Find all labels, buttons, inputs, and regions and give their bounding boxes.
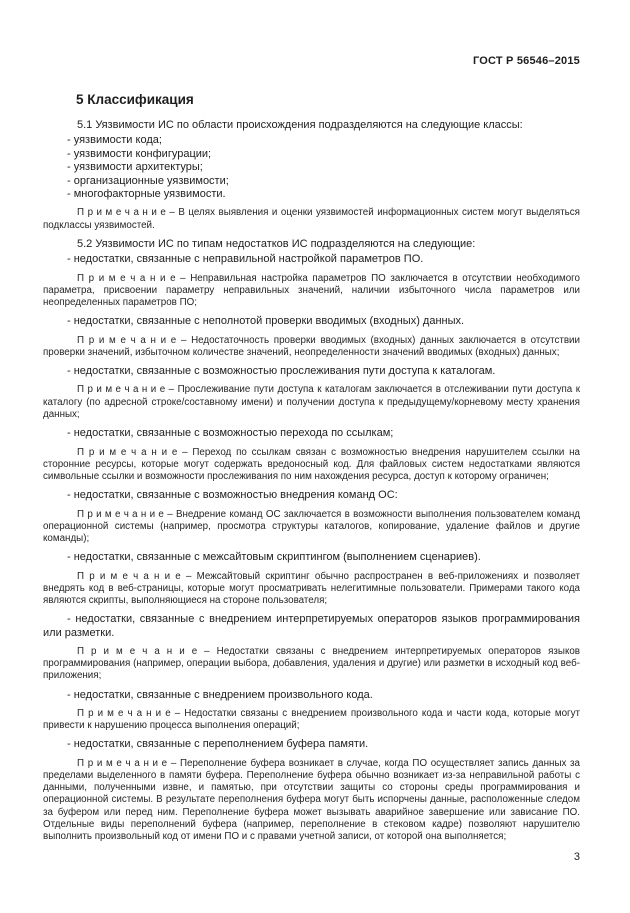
- list-item: - уязвимости конфигурации;: [67, 147, 212, 160]
- list-item: - многофакторные уязвимости.: [67, 188, 226, 201]
- page-number: 3: [573, 851, 580, 864]
- note-label: П р и м е ч а н и е: [77, 272, 176, 284]
- list-item: - недостатки, связанные с возможностью внедрения команд ОС:: [67, 489, 398, 502]
- list-item: - недостатки, связанные с переполнением буфера памяти.: [67, 738, 369, 751]
- note-text: – Недостаточность проверки вводимых (входных) данных заключается в отсутствии проверки значений, избыточном количестве значений, неопределенности значений вводимых (входных) данных;: [43, 334, 580, 358]
- paragraph-5-2: 5.2 Уязвимости ИС по типам недостатков ИС подразделяются на следующие:: [77, 237, 476, 250]
- note-text: – В целях выявления и оценки уязвимостей информационных систем могут выделяться подклассы уязвимостей.: [43, 207, 580, 231]
- list-item: - недостатки, связанные с межсайтовым скриптингом (выполнением сценариев).: [67, 551, 481, 564]
- list-item: - организационные уязвимости;: [67, 174, 229, 187]
- note-label: П р и м е ч а н и е: [77, 334, 177, 346]
- note: [43, 207, 580, 231]
- note: [43, 384, 580, 421]
- note: [43, 571, 580, 608]
- note: [43, 708, 580, 732]
- note-text: – Внедрение команд ОС заключается в возможности выполнения пользователем команд операционной системы (например, просмотра структуры каталогов, копирование, удаление файлов и другие команды);: [43, 508, 580, 544]
- list-item: - уязвимости архитектуры;: [67, 161, 203, 174]
- note-text: – Переполнение буфера возникает в случае, когда ПО осуществляет запись данных за пределами выделенного в памяти буфера. Переполнение буфера обычно возникает из-за неправильной работы с данными, полученными извне, и памятью, при отсутствии защиты со стороны среды программирования и операционной системы. В результате переполнения буфера могут быть испорчены данные, расположенные следом за буфером или перед ним. Переполнение буфера может вызывать аварийное завершение или зависание ПО. Отдельные виды переполнений буфера (например, переполнение в стековом кадре) позволяют нарушителю выполнить произвольный код от имени ПО и с правами учетной записи, от которой она выполняется;: [43, 757, 580, 842]
- section-heading: 5 Классификация: [76, 92, 194, 107]
- note: [43, 509, 580, 546]
- doc-code: ГОСТ Р 56546–2015: [472, 55, 580, 67]
- list-item: - недостатки, связанные с неправильной настройкой параметров ПО.: [67, 253, 424, 266]
- note: [43, 646, 580, 683]
- note-text: – Межсайтовый скриптинг обычно распространен в веб-приложениях и позволяет внедрять код в веб-страницы, которые могут просматривать нелегитимные пользователи. Примерами такого кода являются скрипты, выполняющиеся на стороне пользователя;: [43, 570, 581, 606]
- note-text: – Недостатки связаны с внедрением произвольного кода и части кода, которые могут привести к нарушению процесса выполнения операций;: [43, 707, 580, 732]
- note-text: – Недостатки связаны с внедрением интерпретируемых операторов языков программирования (например, операции выбора, добавления, удаления и другие) или разметки в исходный код веб-приложения;: [43, 645, 580, 682]
- list-item: - недостатки, связанные с возможностью прослеживания пути доступа к каталогам.: [67, 365, 496, 378]
- list-item: - уязвимости кода;: [67, 134, 162, 147]
- text-column: [43, 0, 580, 864]
- note: [43, 273, 580, 310]
- note: [43, 447, 580, 484]
- note-label: П р и м е ч а н и е: [77, 757, 168, 769]
- note: [43, 758, 580, 843]
- list-item: - недостатки, связанные с неполнотой проверки вводимых (входных) данных.: [67, 315, 465, 328]
- list-item: - недостатки, связанные с возможностью перехода по ссылкам;: [67, 427, 394, 440]
- note-label: П р и м е ч а н и е: [77, 645, 198, 657]
- note-label: П р и м е ч а н и е: [77, 384, 166, 396]
- note-label: П р и м е ч а н и е: [77, 707, 171, 719]
- note-text: – Переход по ссылкам связан с возможностью внедрения нарушителем ссылки на сторонние ресурсы, которые могут содержать вредоносный код. Для файловых систем недостатками являются символьные ссылки и возможности прослеживания по ним нахождения ресурса, доступ к которому ограничен;: [43, 446, 580, 482]
- note-text: – Прослеживание пути доступа к каталогам заключается в отслеживании пути доступа к каталогу (по адресной строке/составному имени) и получении доступа к предыдущему/корневому месту хранения данных;: [43, 384, 581, 420]
- note-text: – Неправильная настройка параметров ПО заключается в отсутствии необходимого параметра, присвоении параметру неправильных значений, наличии избыточного числа параметров или неопределенных параметров ПО;: [43, 272, 580, 309]
- note-label: П р и м е ч а н и е: [77, 570, 181, 582]
- note-label: П р и м е ч а н и е: [77, 207, 166, 219]
- note-label: П р и м е ч а н и е: [77, 446, 178, 458]
- paragraph-5-1: 5.1 Уязвимости ИС по области происхождения подразделяются на следующие классы:: [77, 119, 523, 131]
- note: [43, 335, 580, 359]
- list-item: - недостатки, связанные с внедрением произвольного кода.: [67, 688, 373, 701]
- list-item: - недостатки, связанные с внедрением интерпретируемых операторов языков программирования или разметки.: [43, 613, 580, 639]
- note-label: П р и м е ч а н и е: [77, 508, 164, 520]
